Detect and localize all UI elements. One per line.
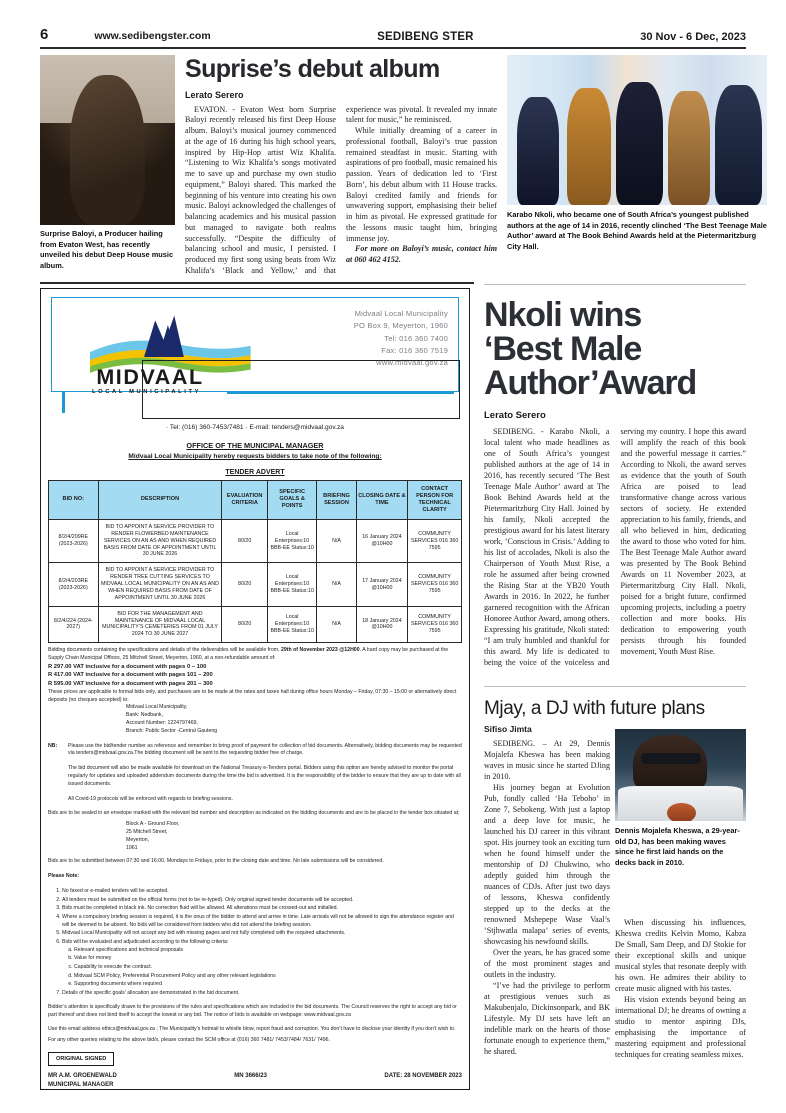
- issue-date: 30 Nov - 6 Dec, 2023: [640, 31, 746, 43]
- th-evaluation-criteria: EVALUATION CRITERIA: [222, 481, 267, 520]
- prices-note: These prices are applicable to formal bids only, and purchases are to be made at the rates and taxes hall during office hours Monday – Friday, 07:30 – 15:00 or alternatively direct deposits (no cheques accepted) to:: [48, 688, 457, 703]
- list-item: d. Midvaal SCM Policy, Preferential Procurement Policy and any other relevant legislations: [74, 972, 462, 980]
- list-item: 7. Details of the specific goals’ allocation are demonstrated in the bid document.: [62, 989, 462, 997]
- cell-briefing: N/A: [317, 563, 356, 606]
- address-line-3: Tel: 016 360 7400: [384, 333, 448, 343]
- nkoli-headline: [484, 298, 746, 400]
- address-line-4: Fax: 016 360 7519: [381, 345, 448, 355]
- ad-fine-print: [48, 647, 462, 1089]
- cell-closing: 16 January 2024 @10H00: [356, 519, 408, 562]
- nkoli-para-1: SEDIBENG. - Karabo Nkoli, a local talent who made headlines as one of South Africa’s youngest published authors at the age of 14 in 2016, has recently secured ‘The Best Teenage Male Author’ award at The Book Behind Awards held at the Pietermaritzburg City Hall. Joined by his family, Nkoli accepted the prestigious award for his latest literary work, ‘Conscious in Crisis.’ Adding to his list of accolades, Nkoli is also the Chairperson of Youth Must Rise, a role he assumed after being crowned the Rising Star at the YB20 Youth Awards in 2016. In 2022, he further garnered recognition with the African Honoree Author Award, among others. Expressing his gratitude, Nkoli stated: “I am truly humbled and thankful for this award. My life is dedicated to being the voice of the voiceless and serving my country. I hope this award will amplify the reach of this book and the powerful message it carries.” According to Nkoli, the award serves as evidence that the youth of South Africa are poised to lead transformative change across various sectors of society. He extended appreciation to his family, friends, and all who believed in him, dedicating the award to those who voted for him. The Best Teenage Male Author award was presented by The Book Behind Awards on 11 November 2023, at Pietermaritzburg City Hall. Nkoli, poised for a bright future, confirmed upcoming projects, including a poetry collection and more books. His dedication to empowering youth persists through his founded movement, Youth Must Rise.: [484, 427, 746, 667]
- cell-description: BID FOR THE MANAGEMENT AND MAINTENANCE OF MIDVAAL LOCAL MUNICIPALITY’S CEMETERIES FROM 01 JULY 2024 TO 30 JUNE 2027: [98, 606, 222, 643]
- tender-table: [48, 480, 462, 643]
- mjay-photo: [615, 729, 746, 821]
- placement-note: Bids are to be sealed in an envelope marked with the relevant bid number and description as indicated on the bidding documents and are to be placed in the tender box situated at;: [48, 810, 460, 817]
- availability-paragraph: [48, 647, 462, 663]
- mjay-photo-caption: Dennis Mojalefa Kheswa, a 29-year-old DJ, has been making waves since he first laid hands on the decks back in 2010.: [615, 826, 740, 868]
- top-stories-zone: [40, 55, 767, 277]
- mjay-para-6: His vision extends beyond being an international DJ; he dreams of owning a studio to mentor aspiring DJs, emphasising the importance of mastering equipment and professional techniques for creating seamless mixes.: [615, 995, 746, 1059]
- cell-goals: Local Enterprises:10 BBB-EE Status:10: [267, 519, 317, 562]
- suprise-byline: Lerato Serero: [185, 89, 244, 100]
- box-address-line-1: Block A - Ground Floor,: [126, 821, 180, 828]
- bidders-attention-note: Bidder’s attention is specifically drawn to the provisions of the rules and specifications which are included in the bid documents. The Council reserves the right to accept any bid or part thereof and does not bind itself to accept the lowest or any bid. The notice of bids is available on webpage: www.midvaal.gov.za: [48, 1003, 457, 1018]
- cell-contact: COMMUNITY SERVICES 016 360 7595: [408, 606, 462, 643]
- mn-number: MN 3666/23: [234, 1073, 267, 1080]
- svg-text:MIDVAAL: MIDVAAL: [96, 365, 204, 388]
- table-row: [49, 606, 462, 643]
- nb-label: NB:: [48, 742, 58, 749]
- nkoli-body: [484, 426, 746, 688]
- mjay-photo-block: [615, 729, 746, 869]
- nkoli-photo-column: [507, 55, 767, 277]
- submission-window-note: Bids are to be submitted between 07:30 and 16:00, Mondays to Fridays, prior to the closing date and time. No late submissions will be considered.: [48, 858, 384, 865]
- nkoli-photo-caption: Karabo Nkoli, who became one of South Africa’s youngest published authors at the age of 14 in 2016, recently clinched ‘The Best Teenage Male Author’ award at The Book Behind Awards held at the Pietermaritzburg City Hall.: [507, 210, 767, 252]
- download-note: The bid document will also be made available for download on the National Treasury e-Tenders portal. Bidders using this option are hereby advised to monitor the portal regularly for updates and uploaded addendum documents during the time the bid is advertised. It is the responsibility of the bidder to ensure that they are up to date with all issued documents.: [68, 765, 461, 787]
- signatory-block: [48, 1072, 117, 1089]
- tender-table-header-row: [49, 481, 462, 520]
- divider-rule-top-left: [40, 282, 474, 284]
- availability-text-2: . A hard copy may be purchased at the Supply Chain Municipal Offices, 25 Mitchell Street, Meyerton, 1960, at a non-refundable amount of:: [48, 647, 449, 661]
- ad-contact-line: · Tel: (016) 360-7453/7481 · E-mail: tenders@midvaal.gov.za: [166, 424, 344, 431]
- covid-note: All Covid-19 protocols will be enforced with regards to briefing sessions.: [68, 795, 233, 802]
- nb-text: Please use the bid/tender number as reference and remember to bring proof of payment for collection of bid documents. Alternatively, bidding documents may be requested via tenders@midvaal.gov.za.The bidding document will be sent to the requesting bidder free of charge.: [68, 742, 462, 757]
- list-item: 5. Midvaal Local Municipality will not accept any bid with missing pages and not fully completed with the required attachments.: [62, 929, 462, 937]
- list-item: [62, 938, 462, 988]
- masthead: [40, 0, 746, 47]
- suprise-story: [185, 55, 497, 277]
- list-item: 2. All tenders must be submitted on the official forms (not to be re-typed). Only original signed tender documents will be accepted.: [62, 896, 462, 904]
- tender-box-address: [126, 821, 462, 852]
- suprise-photo-column: [40, 55, 175, 277]
- th-closing-date: CLOSING DATE & TIME: [356, 481, 408, 520]
- nkoli-headline-line-2: ‘Best Male: [484, 330, 642, 368]
- bank-line-3: Account Number: 1224797469,: [126, 720, 198, 727]
- cell-description: BID TO APPOINT A SERVICE PROVIDER TO RENDER FLOWERBED MAINTENANCE SERVICES ON AN AS AND WHEN REQUIRED BASIS FROM DATE OF APPOINTMENT UNTIL 30 JUNE 2026: [98, 519, 222, 562]
- th-bid-no: BID NO:: [49, 481, 99, 520]
- list-item: 1. No faxed or e-mailed tenders will be accepted.: [62, 887, 462, 895]
- box-address-line-2: 25 Mitchell Street,: [126, 829, 168, 835]
- suprise-para-2: While initially dreaming of a career in professional football, Baloyi’s true passion remained steadfast in music. Starting with aspirations of pro football, music remained his passion. Years of dedication led to ‘First Born’, his debut album with 11 House tracks. Baloyi credited family and friends for unwavering support, emphasising their belief in him as pivotal. He expressed gratitude for the lessons music taught him, bringing immense joy.: [346, 126, 497, 243]
- price-tier-2: R 417.00 VAT inclusive for a document with pages 101 – 200: [48, 672, 213, 679]
- table-row: [49, 519, 462, 562]
- list-item: 3. Bids must be completed in black ink. No correction fluid will be allowed. All alterations must be crossed-out and initialled.: [62, 904, 462, 912]
- cell-evaluation: 80/20: [222, 519, 267, 562]
- cell-goals: Local Enterprises:10 BBB-EE Status:10: [267, 563, 317, 606]
- cell-briefing: N/A: [317, 606, 356, 643]
- address-line-1: Midvaal Local Municipality: [354, 309, 448, 318]
- paper-name: SEDIBENG STER: [377, 31, 474, 43]
- list-item-label: Bids will be evaluated and adjudicated according to the following criteria:: [62, 938, 229, 945]
- list-item: 4. Where a compulsory briefing session is required, it is the onus of the bidder to attend and arrive in time. Late arrivals will not be allowed to sign the attendance register and will be deemed to be absent. No bids will be considered from bidders who did not attend the briefing session.: [62, 913, 462, 929]
- mjay-para-2: His journey began at Evolution Pub, fondly called ‘Ha Teboho’ in Zone 7, Sebokeng. With just a laptop and a deep love for music, he launched his DJ career in this vibrant spot. His journey took an exciting turn when he found himself under the mentorship of DJ Chukwino, who adeptly guided him through the nuances of CDJs. After just two days of lessons, Kheswa confidently stepped up to the decks at the renowned Mshepepe Wase Vaal’s ‘Stjhwatla malapa’ series of events, showcasing his newfound skills.: [484, 782, 610, 946]
- list-item: a. Relevant specifications and technical proposals: [74, 946, 462, 954]
- nkoli-story: [484, 290, 746, 688]
- suprise-photo-caption: Surprise Baloyi, a Producer hailing from Evaton West, has recently unveiled his debut Deep House music album.: [40, 229, 174, 271]
- list-item: e. Supporting documents where required: [74, 980, 462, 988]
- suprise-photo: [40, 55, 175, 225]
- ad-office-heading: OFFICE OF THE MUNICIPAL MANAGER: [186, 441, 324, 450]
- nkoli-headline-line-1: Nkoli wins: [484, 296, 642, 334]
- th-specific-goals: SPECIFIC GOALS & POINTS: [267, 481, 317, 520]
- bank-line-4: Branch: Public Sector -Central Gauteng: [126, 727, 218, 734]
- price-tier-3: R 595.00 VAT inclusive for a document with pages 201 – 300: [48, 681, 213, 688]
- divider-rule-top-right: [484, 284, 746, 285]
- cell-bid-no: 8/2/4/203RE (2023-2026): [49, 563, 99, 606]
- please-note-list: [48, 887, 462, 997]
- cell-bid-no: 8/2/4/209RE (2023-2026): [49, 519, 99, 562]
- box-address-line-4: 1961: [126, 844, 138, 851]
- letterhead-frame: [142, 360, 460, 419]
- signature-row: [48, 1072, 462, 1089]
- divider-rule-mjay: [484, 686, 746, 687]
- nkoli-headline-line-3: Author’Award: [484, 364, 697, 402]
- cell-description: BID TO APPOINT A SERVICE PROVIDER TO RENDER TREE CUTTING SERVICES TO MIDVAAL LOCAL MUNICIPALITY ON AN AS AND WHEN REQUIRED BASIS FROM DATE OF APPOINTMENT UNTIL 30 JUNE 2026: [98, 563, 222, 606]
- cell-evaluation: 80/20: [222, 606, 267, 643]
- address-line-5[interactable]: www.midvaal.gov.za: [376, 358, 448, 368]
- cell-contact: COMMUNITY SERVICES 016 360 7595: [408, 563, 462, 606]
- mjay-headline: Mjay, a DJ with future plans: [484, 698, 705, 719]
- signatory-name: MR A.M. GROENEWALD: [48, 1073, 117, 1080]
- bank-details: [126, 704, 462, 735]
- mjay-story: [484, 692, 746, 1057]
- midvaal-logo-subtitle: LOCAL MUNICIPALITY: [92, 389, 202, 395]
- page-number: 6: [40, 26, 49, 43]
- availability-text-1: Bidding documents containing the specifications and details of the deliverables will be available from,: [48, 647, 281, 654]
- signature-date: DATE: 28 NOVEMBER 2023: [384, 1073, 462, 1080]
- tender-advertisement: [40, 288, 470, 1090]
- please-note-heading: Please Note:: [48, 873, 80, 880]
- mjay-para-1: SEDIBENG. – At 29, Dennis Mojalefa Kheswa has been making waves in music since he started DJing in 2010.: [484, 738, 610, 781]
- price-tier-1: R 297.00 VAT inclusive for a document with pages 0 – 100: [48, 663, 207, 670]
- suprise-headline: Suprise’s debut album: [185, 55, 440, 83]
- cell-closing: 18 January 2024 @10H00: [356, 606, 408, 643]
- criteria-sublist: [62, 946, 462, 988]
- suprise-contact: For more on Baloyi’s music, contact him at 060 462 4152.: [346, 244, 497, 264]
- original-signed-stamp: ORIGINAL SIGNED: [48, 1052, 114, 1066]
- suprise-body: [185, 105, 497, 277]
- list-item: c. Capability to execute the contract.: [74, 963, 462, 971]
- box-address-line-3: Meyerton,: [126, 836, 150, 843]
- ethics-note: Use this email address ethics@midvaal.gov.za ; The Municipality’s hotmail to whistle blow, report fraud and corruption. You don’t have to disclose your identity if you don’t wish to.: [48, 1026, 456, 1033]
- cell-goals: Local Enterprises:10 BBB-EE Status:10: [267, 606, 317, 643]
- mjay-para-5: When discussing his influences, Kheswa credits Kelvin Momo, Kabza De Small, Sam Deep, and DJ Stokie for their exceptional skills and unique musical styles that resonate deeply with his own. He admires their ability to create music aligned with his tastes.: [615, 918, 746, 993]
- availability-date: 29th of November 2023 @12H00: [281, 647, 360, 654]
- mjay-para-3: Over the years, he has graced some of the most prominent stages and outlets in the industry.: [484, 947, 610, 979]
- suprise-para-1: EVATON. - Evaton West born Surprise Baloyi recently released his first Deep House album. Baloyi’s musical journey commenced at the age of 16 during his high school years, inspired by Hip-Hop artist Wiz Khalifa. “Listening to Wiz Khalifa’s songs motivated me to save up and purchase my own studio equipment,” Baloyi shared. This marked the beginning of his venture into creating his own music. Baloyi acknowledged the challenges of balancing academics and his musical passion but managed to navigate both realms successfully. “Despite the difficulty of balancing school and music, I persisted. I produced my first song using beats from Wiz Khalifa’s ‘Black and Yellow,’ and that experience was pivotal. It revealed my innate talent for music,” he reminisced.: [185, 104, 497, 275]
- th-description: DESCRIPTION: [98, 481, 222, 520]
- bank-line-1: Midvaal Local Municipality,: [126, 704, 188, 711]
- mjay-para-4: “I’ve had the privilege to perform at prestigious venues such as Makubenjalo, Dickinsonpark, and BK Lifestyle. My DJ sets have left an indelible mark on the hearts of those fortunate enough to experience them,” he shared.: [484, 980, 610, 1056]
- bank-line-2: Bank: Nedbank,: [126, 712, 163, 719]
- website-url[interactable]: www.sedibengster.com: [94, 30, 211, 42]
- nkoli-byline: Lerato Serero: [484, 410, 546, 421]
- masthead-rule: [40, 47, 746, 49]
- list-item: b. Value for money: [74, 954, 462, 962]
- th-briefing-session: BRIEFING SESSION: [317, 481, 356, 520]
- queries-note: For any other queries relating to the above bid/s, please contact the SCM office at (016) 360 7481/ 7453/7484/ 7631/ 7496.: [48, 1037, 330, 1044]
- cell-contact: COMMUNITY SERVICES 016 360 7595: [408, 519, 462, 562]
- letterhead: [51, 297, 459, 395]
- cell-closing: 17 January 2024 @10H00: [356, 563, 408, 606]
- nkoli-photo: [507, 55, 767, 205]
- th-contact-person: CONTACT PERSON FOR TECHNICAL CLARITY: [408, 481, 462, 520]
- nb-block: [48, 743, 462, 759]
- ad-request-line: Midvaal Local Municipality hereby requests bidders to take note of the following:: [128, 453, 382, 460]
- address-line-2: PO Box 9, Meyerton, 1960: [353, 321, 448, 331]
- signatory-title: MUNICIPAL MANAGER: [48, 1081, 114, 1088]
- mjay-byline: Sifiso Jimta: [484, 723, 532, 734]
- ad-tender-advert-heading: TENDER ADVERT: [225, 469, 285, 476]
- table-row: [49, 563, 462, 606]
- cell-evaluation: 80/20: [222, 563, 267, 606]
- mjay-body-right: [615, 917, 746, 1060]
- cell-bid-no: 8/2/4/224 (2024-2027): [49, 606, 99, 643]
- cell-briefing: N/A: [317, 519, 356, 562]
- mjay-body-left: [484, 738, 610, 1057]
- letterhead-blue-tick: [62, 391, 65, 413]
